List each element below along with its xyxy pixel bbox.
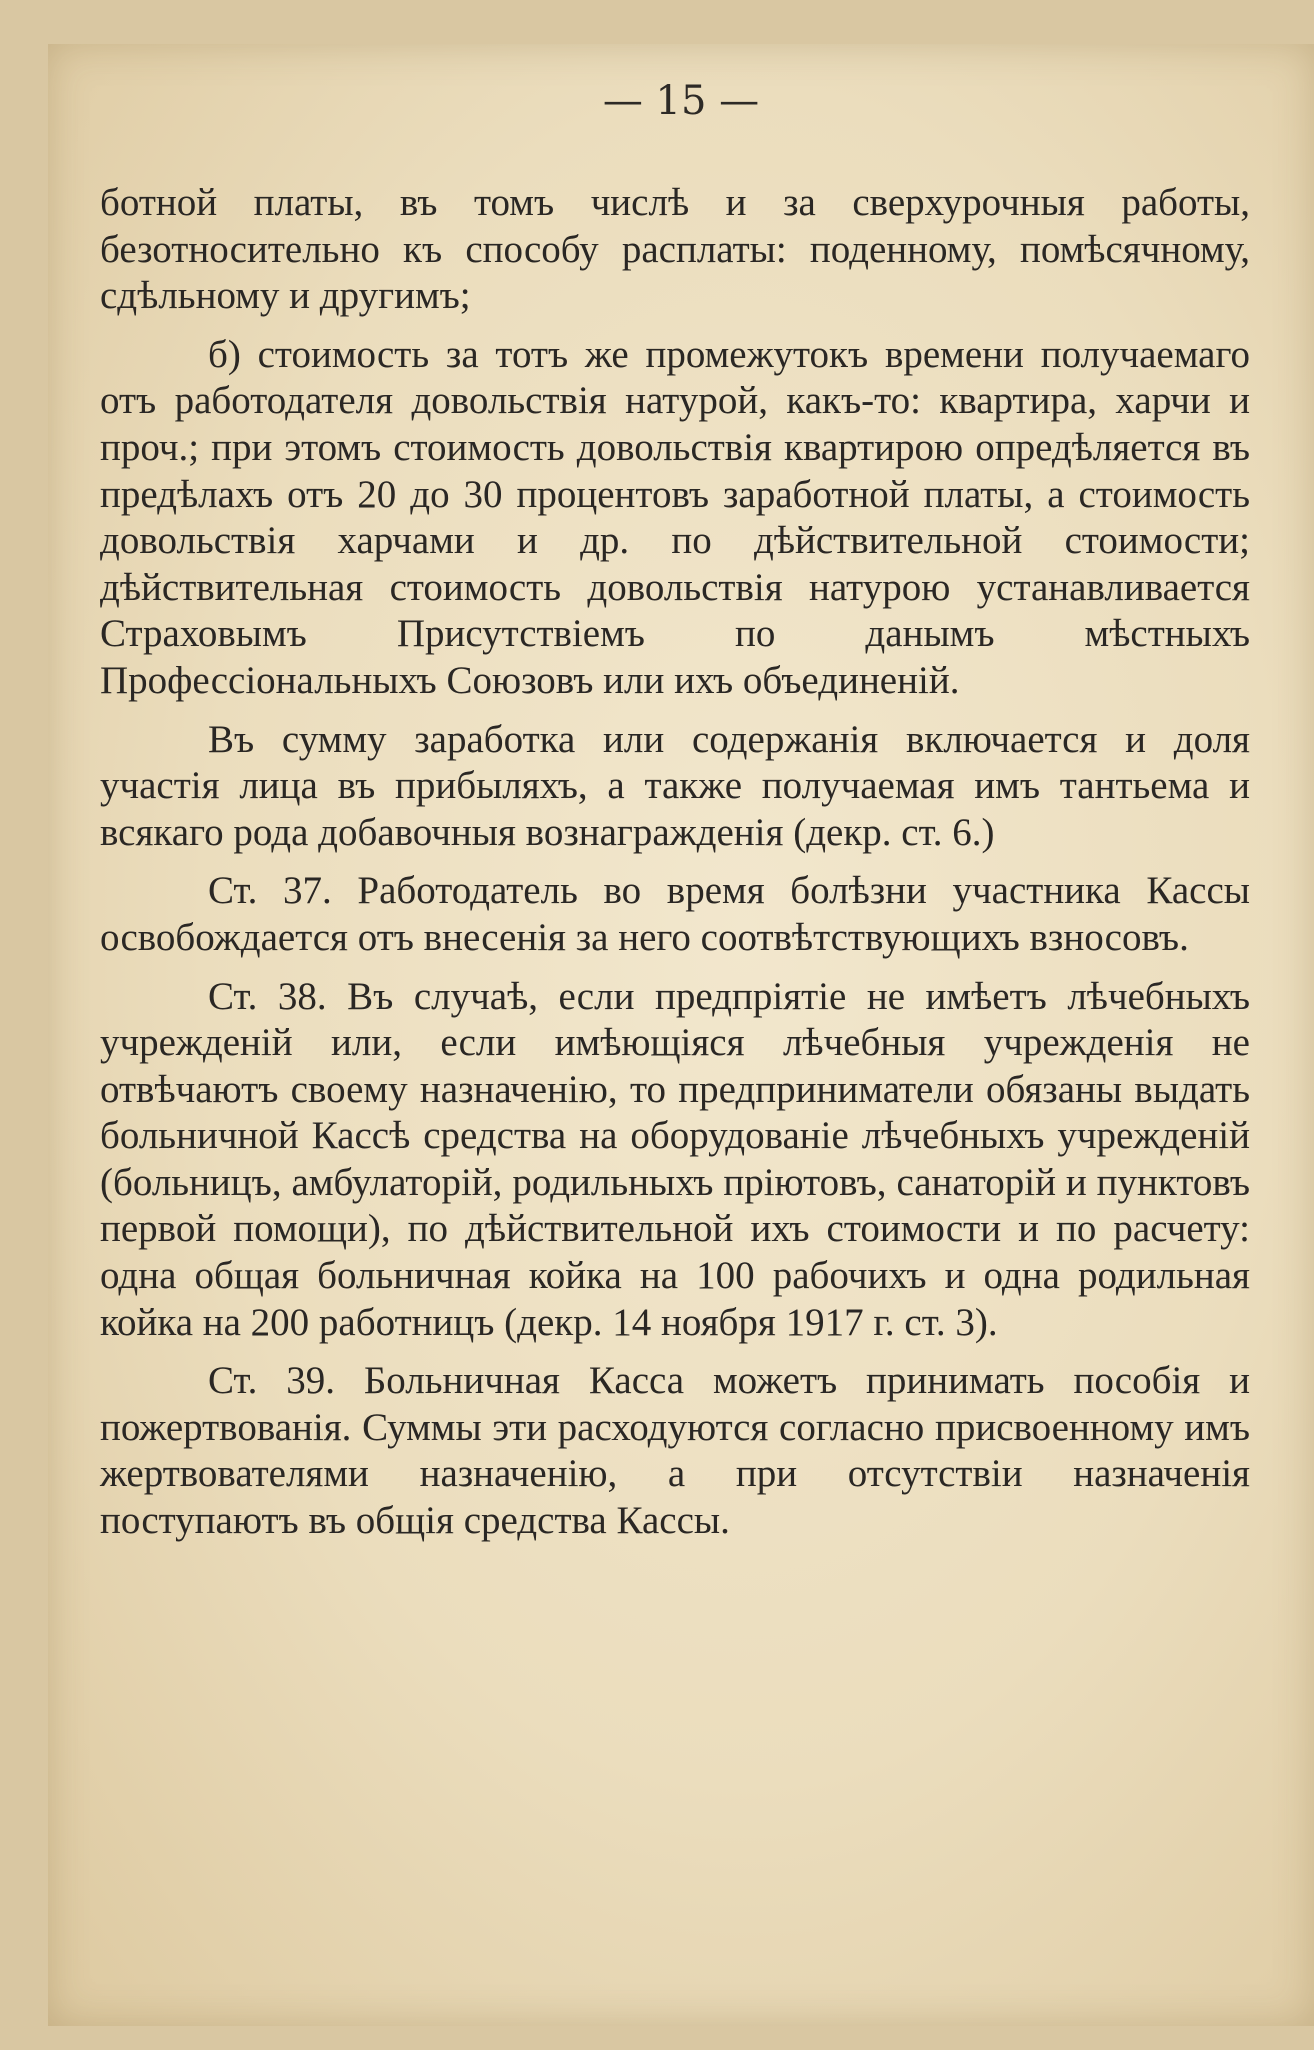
paragraph-earnings: Въ сумму заработка или содержанія включается и доля участія лица въ прибыляхъ, а также получаемая имъ тантьема и всякаго рода добавочныя вознагражденія (декр. ст. 6.) xyxy=(100,717,1250,854)
paragraph-article-39: Ст. 39. Больничная Касса можетъ принимать пособія и пожертвованія. Суммы эти расходуются согласно присвоенному имъ жертвователями назначенію, а при отсутствіи назначенія поступаютъ въ общія средства Кассы. xyxy=(100,1359,1250,1543)
paragraph-article-37: Ст. 37. Работодатель во время болѣзни участника Кассы освобождается отъ внесенія за него соотвѣтствующихъ взносовъ. xyxy=(100,869,1250,959)
paragraph-item-b: б) стоимость за тотъ же промежутокъ времени получаемаго отъ работодателя довольствія натурой, какъ-то: квартира, харчи и проч.; при этомъ стоимость довольствія квартирою опредѣляется въ предѣлахъ отъ 20 до 30 процентовъ заработной платы, а стоимость довольствія харчами и др. по дѣйствительной стоимости; дѣйствительная стоимость довольствія натурою устанавливается Страховымъ Присутствіемъ по данымъ мѣстныхъ Профессіональныхъ Союзовъ или ихъ объединеній. xyxy=(100,332,1250,702)
page-body xyxy=(100,180,1250,1557)
page-number: — 15 — xyxy=(602,78,760,124)
paragraph-article-38: Ст. 38. Въ случаѣ, если предпріятіе не имѣетъ лѣчебныхъ учрежденій или, если имѣющіяся лѣчебныя учрежденія не отвѣчаютъ своему назначенію, то предприниматели обязаны выдать больничной Кассѣ средства на оборудованіе лѣчебныхъ учрежденій (больницъ, амбулаторій, родильныхъ пріютовъ, санаторій и пунктовъ первой помощи), по дѣйствительной ихъ стоимости и по расчету: одна общая больничная койка на 100 рабочихъ и одна родильная койка на 200 работницъ (декр. 14 ноября 1917 г. ст. 3). xyxy=(100,974,1250,1344)
paragraph-continuation: ботной платы, въ томъ числѣ и за сверхурочныя работы, безотносительно къ способу расплаты: поденному, помѣсячному, сдѣльному и другимъ; xyxy=(100,181,1250,318)
book-page xyxy=(48,44,1314,2026)
